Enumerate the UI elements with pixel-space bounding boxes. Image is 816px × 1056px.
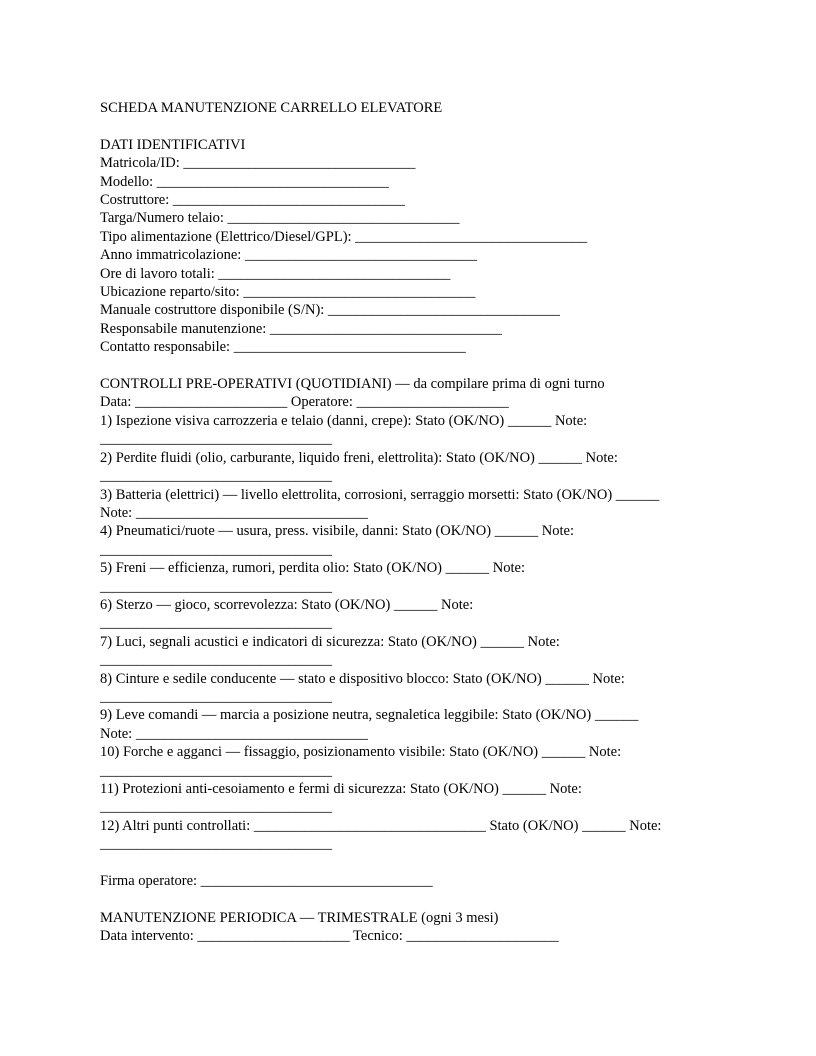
spacer (100, 117, 740, 135)
document-title: SCHEDA MANUTENZIONE CARRELLO ELEVATORE (100, 100, 443, 116)
check-11[interactable]: 11) Protezioni anti-cesoiamento e fermi di sicurezza: Stato (OK/NO) ______ Note: (100, 781, 582, 797)
check-10-note[interactable]: ________________________________ (100, 762, 332, 779)
check-6[interactable]: 6) Sterzo — gioco, scorrevolezza: Stato (OK/NO) ______ Note: (100, 596, 474, 613)
field-modello[interactable]: Modello: ________________________________ (100, 173, 389, 190)
check-9-note[interactable]: Note: ________________________________ (100, 725, 368, 742)
spacer (100, 854, 740, 872)
field-ubicazione[interactable]: Ubicazione reparto/sito: ________________________________ (100, 284, 476, 301)
check-4-note[interactable]: ________________________________ (100, 541, 332, 558)
check-1[interactable]: 1) Ispezione visiva carrozzeria e telaio (danni, crepe): Stato (OK/NO) ______ Note: (100, 412, 588, 429)
field-costruttore[interactable]: Costruttore: ________________________________ (100, 192, 405, 209)
check-7[interactable]: 7) Luci, segnali acustici e indicatori di sicurezza: Stato (OK/NO) ______ Note: (100, 633, 560, 650)
section-heading-controlli: CONTROLLI PRE-OPERATIVI (QUOTIDIANI) — da compilare prima di ogni turno (100, 376, 605, 393)
check-6-note[interactable]: ________________________________ (100, 615, 332, 632)
check-12[interactable]: 12) Altri punti controllati: ________________________________ Stato (OK/NO) ______ Note: (100, 817, 662, 834)
field-firma-operatore[interactable]: Firma operatore: ________________________________ (100, 873, 433, 890)
document-page (100, 99, 740, 946)
field-anno[interactable]: Anno immatricolazione: ________________________________ (100, 247, 477, 264)
check-4[interactable]: 4) Pneumatici/ruote — usura, press. visibile, danni: Stato (OK/NO) ______ Note: (100, 523, 574, 540)
check-11-note[interactable]: ________________________________ (100, 799, 332, 816)
check-8[interactable]: 8) Cinture e sedile conducente — stato e dispositivo blocco: Stato (OK/NO) ______ Note: (100, 670, 625, 687)
spacer (100, 357, 740, 375)
field-data-tecnico[interactable]: Data intervento: _____________________ Tecnico: _____________________ (100, 928, 559, 945)
check-2-note[interactable]: ________________________________ (100, 468, 332, 485)
check-10[interactable]: 10) Forche e agganci — fissaggio, posizionamento visibile: Stato (OK/NO) ______ Note: (100, 744, 622, 761)
check-7-note[interactable]: ________________________________ (100, 652, 332, 669)
check-2[interactable]: 2) Perdite fluidi (olio, carburante, liquido freni, elettrolita): Stato (OK/NO) ______ Note: (100, 449, 618, 466)
field-alimentazione[interactable]: Tipo alimentazione (Elettrico/Diesel/GPL): ________________________________ (100, 228, 588, 245)
check-9[interactable]: 9) Leve comandi — marcia a posizione neutra, segnaletica leggibile: Stato (OK/NO) ______ (100, 707, 639, 724)
field-matricola[interactable]: Matricola/ID: ________________________________ (100, 155, 416, 172)
field-ore[interactable]: Ore di lavoro totali: ________________________________ (100, 265, 451, 282)
field-data-operatore[interactable]: Data: _____________________ Operatore: _____________________ (100, 394, 509, 411)
check-1-note[interactable]: ________________________________ (100, 431, 332, 448)
field-contatto[interactable]: Contatto responsabile: ________________________________ (100, 339, 466, 356)
section-heading-identificativi: DATI IDENTIFICATIVI (100, 136, 246, 153)
spacer (100, 890, 740, 908)
check-5-note[interactable]: ________________________________ (100, 578, 332, 595)
field-responsabile[interactable]: Responsabile manutenzione: ________________________________ (100, 320, 502, 337)
check-5[interactable]: 5) Freni — efficienza, rumori, perdita olio: Stato (OK/NO) ______ Note: (100, 560, 525, 577)
field-manuale[interactable]: Manuale costruttore disponibile (S/N): ________________________________ (100, 302, 560, 319)
check-8-note[interactable]: ________________________________ (100, 688, 332, 705)
section-heading-periodica: MANUTENZIONE PERIODICA — TRIMESTRALE (ogni 3 mesi) (100, 909, 499, 926)
check-12-note[interactable]: ________________________________ (100, 836, 332, 853)
field-targa[interactable]: Targa/Numero telaio: ________________________________ (100, 210, 460, 227)
check-3[interactable]: 3) Batteria (elettrici) — livello elettrolita, corrosioni, serraggio morsetti: Stato (OK/NO) ______ (100, 486, 660, 503)
check-3-note[interactable]: Note: ________________________________ (100, 504, 368, 521)
